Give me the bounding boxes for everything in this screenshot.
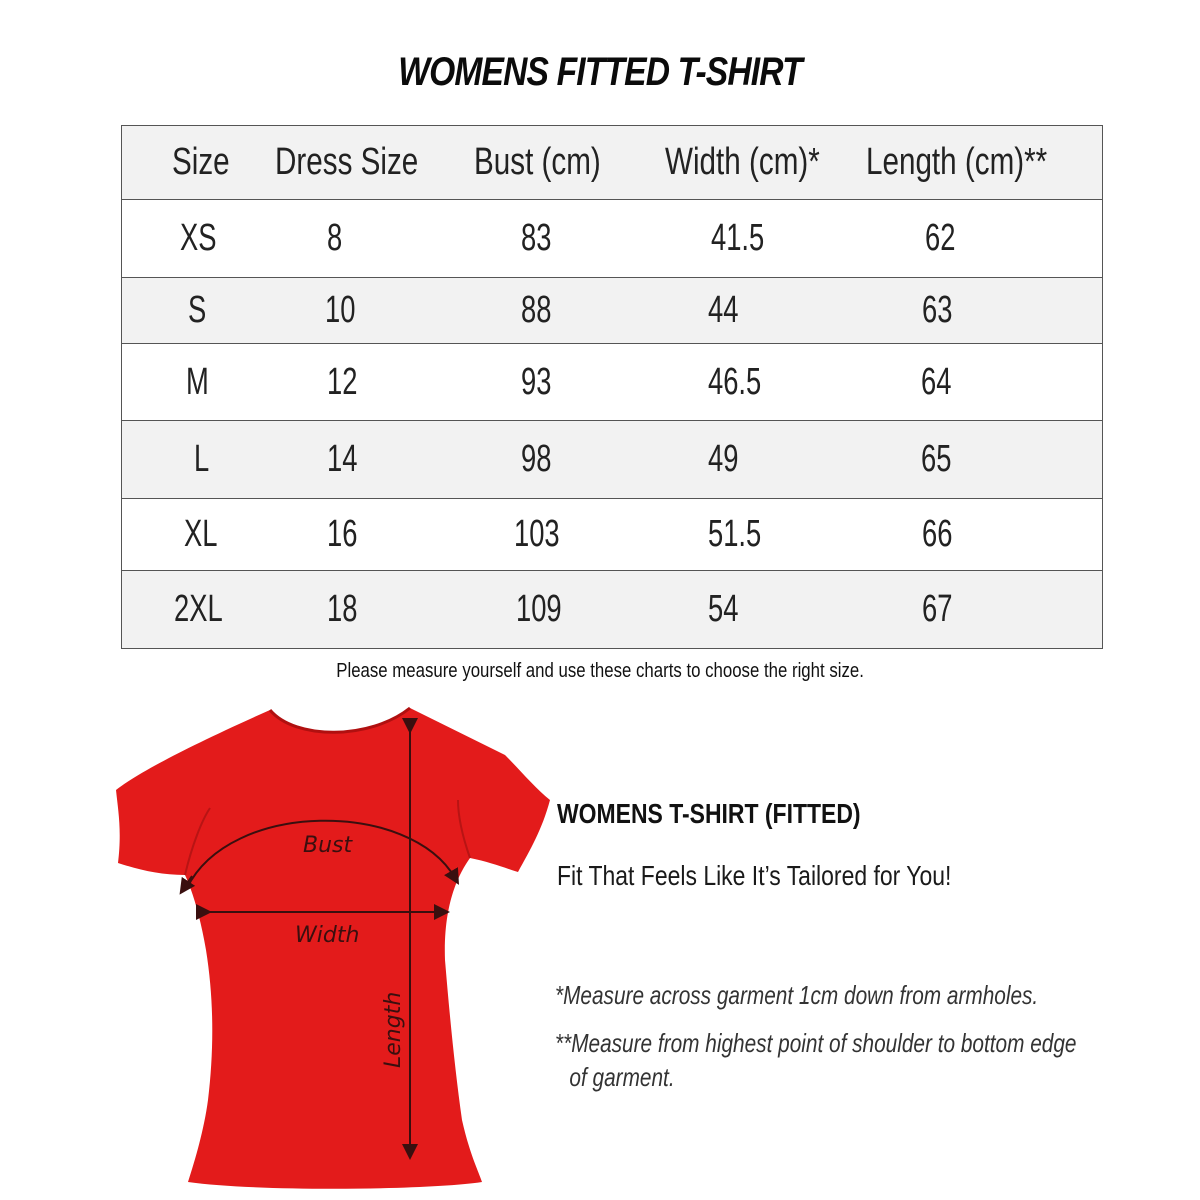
cell-bust: 98	[472, 421, 662, 499]
table-header-row	[122, 126, 1103, 200]
cell-width: 46.5	[662, 344, 865, 421]
length-footnote	[555, 1026, 1076, 1094]
cell-bust: 93	[472, 344, 662, 421]
cell-length: 62	[865, 200, 1103, 278]
cell-length: 65	[865, 421, 1103, 499]
cell-size: S	[122, 278, 272, 344]
cell-size: M	[122, 344, 272, 421]
product-tagline: Fit That Feels Like It’s Tailored for You!	[557, 860, 952, 891]
width-label: Width	[295, 923, 360, 948]
width-footnote: *Measure across garment 1cm down from armholes.	[555, 980, 1039, 1010]
product-name: WOMENS T-SHIRT (FITTED)	[557, 798, 861, 829]
length-footnote-line1: **Measure from highest point of shoulder to bottom edge	[555, 1028, 1077, 1058]
column-header-length: Length (cm)**	[865, 126, 1103, 200]
cell-width: 44	[662, 278, 865, 344]
cell-size: 2XL	[122, 571, 272, 649]
length-label: Length	[381, 991, 406, 1068]
column-header-size: Size	[122, 126, 272, 200]
column-header-width: Width (cm)*	[662, 126, 865, 200]
tshirt-diagram	[110, 700, 550, 1190]
cell-dress-size: 12	[272, 344, 472, 421]
cell-width: 41.5	[662, 200, 865, 278]
cell-bust: 109	[472, 571, 662, 649]
cell-bust: 88	[472, 278, 662, 344]
bust-label: Bust	[303, 833, 353, 858]
table-row	[122, 571, 1103, 649]
cell-dress-size: 8	[272, 200, 472, 278]
cell-dress-size: 14	[272, 421, 472, 499]
cell-length: 67	[865, 571, 1103, 649]
tshirt-illustration	[110, 700, 550, 1190]
length-footnote-line2: of garment.	[569, 1062, 675, 1092]
cell-width: 51.5	[662, 499, 865, 571]
tshirt-shape	[116, 708, 550, 1189]
table-row	[122, 421, 1103, 499]
cell-size: L	[122, 421, 272, 499]
table-row	[122, 278, 1103, 344]
cell-length: 66	[865, 499, 1103, 571]
table-row	[122, 200, 1103, 278]
size-chart-table	[121, 125, 1103, 649]
cell-dress-size: 18	[272, 571, 472, 649]
column-header-dress-size: Dress Size	[272, 126, 472, 200]
cell-dress-size: 16	[272, 499, 472, 571]
cell-width: 54	[662, 571, 865, 649]
cell-bust: 103	[472, 499, 662, 571]
table-row	[122, 344, 1103, 421]
cell-dress-size: 10	[272, 278, 472, 344]
measure-note: Please measure yourself and use these charts to choose the right size.	[336, 660, 864, 682]
column-header-bust: Bust (cm)	[472, 126, 662, 200]
cell-length: 63	[865, 278, 1103, 344]
table-row	[122, 499, 1103, 571]
page-title: WOMENS FITTED T-SHIRT	[398, 50, 802, 94]
cell-size: XS	[122, 200, 272, 278]
cell-width: 49	[662, 421, 865, 499]
cell-size: XL	[122, 499, 272, 571]
cell-length: 64	[865, 344, 1103, 421]
cell-bust: 83	[472, 200, 662, 278]
